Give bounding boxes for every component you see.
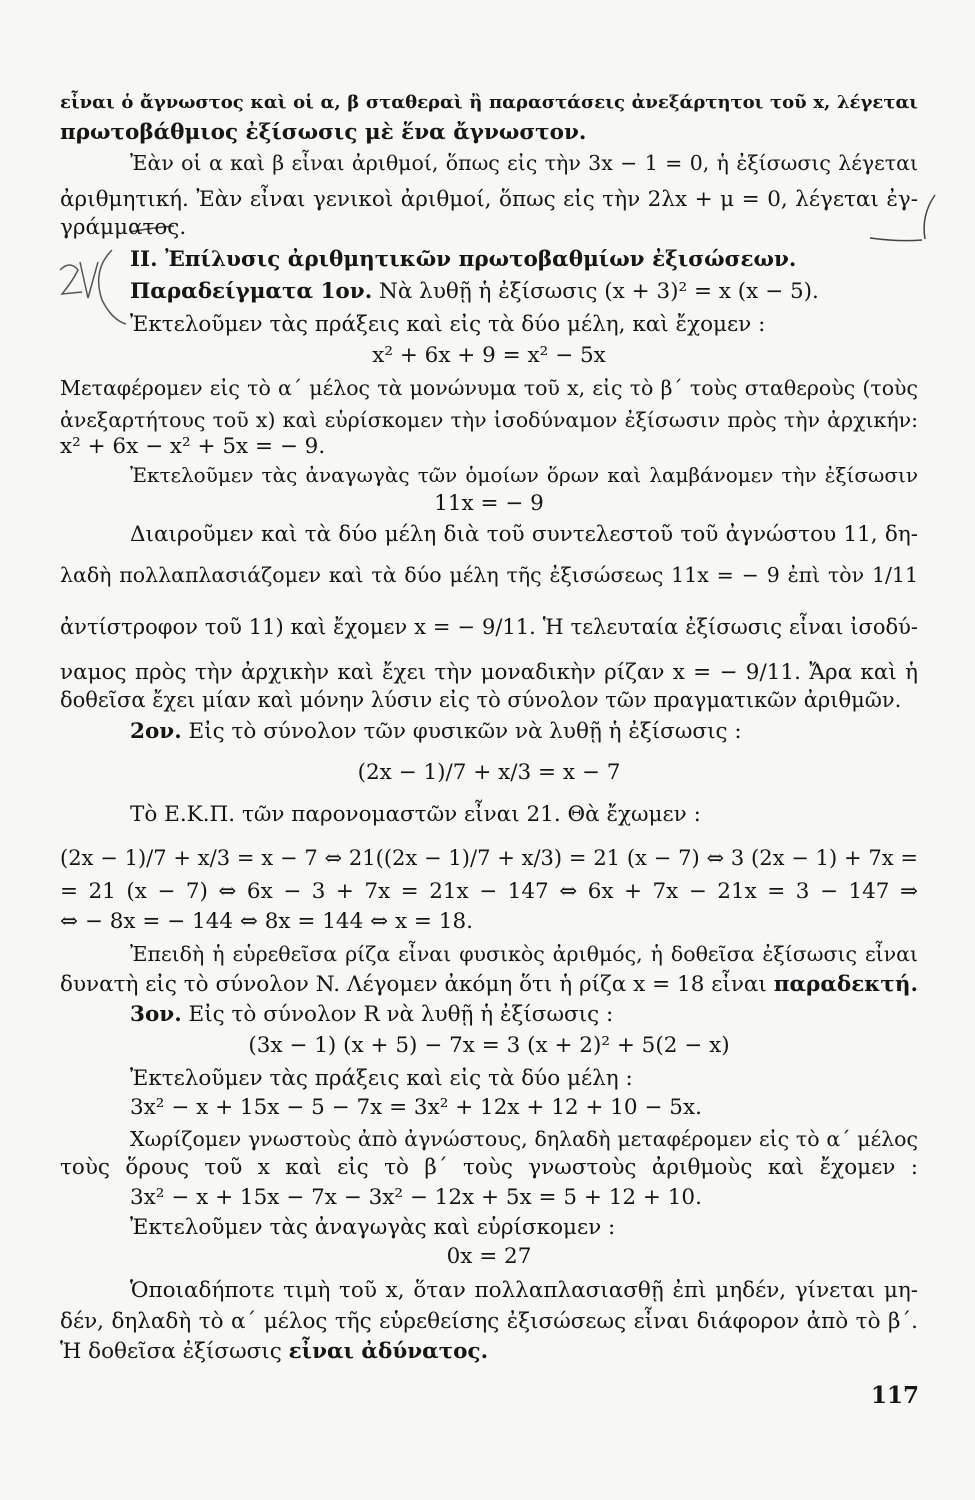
equation: (3x − 1) (x + 5) − 7x = 3 (x + 2)² + 5(2 − x) <box>248 1033 730 1058</box>
equation: 3x² − x + 15x − 7x − 3x² − 12x + 5x = 5 + 12 + 10. <box>130 1185 702 1210</box>
section-heading: ΙΙ. Ἐπίλυσις ἀριθμητικῶν πρωτοβαθμίων ἐξισώσεων. <box>130 247 797 272</box>
text-line: Μεταφέρομεν εἰς τὸ α΄ μέλος τὰ μονώνυμα τοῦ x, εἰς τὸ β΄ τοὺς σταθεροὺς (τοὺς <box>60 376 918 400</box>
example-label: 2ον. <box>130 719 182 744</box>
equation: 3x² − x + 15x − 5 − 7x = 3x² + 12x + 12 + 10 − 5x. <box>130 1095 702 1120</box>
text-line: πρωτοβάθμιος ἐξίσωσις μὲ ἕνα ἄγνωστον. <box>60 120 587 145</box>
text-line: ἀντίστροφον τοῦ 11) καὶ ἔχομεν x = − 9/11. Ἡ τελευταία ἐξίσωσις εἶναι ἰσοδύ- <box>60 615 918 639</box>
text-line: Τὸ Ε.Κ.Π. τῶν παρονομαστῶν εἶναι 21. Θὰ ἔχωμεν : <box>130 802 701 827</box>
example-label: 3ον. <box>130 1002 182 1027</box>
text-line: γράμματος. <box>60 215 187 240</box>
equation: = 21 (x − 7) ⇔ 6x − 3 + 7x = 21x − 147 ⇔ 6x + 7x − 21x = 3 − 147 ⇒ <box>60 879 918 904</box>
equation: 0x = 27 <box>446 1244 532 1269</box>
text-line: Ἐπειδὴ ἡ εὑρεθεῖσα ρίζα εἶναι φυσικὸς ἀριθμός, ἡ δοθεῖσα ἐξίσωσις εἶναι <box>130 942 918 966</box>
emphasis: παραδεκτή. <box>773 972 918 997</box>
text-line: Ἐκτελοῦμεν τὰς ἀναγωγὰς καὶ εὑρίσκομεν : <box>130 1215 616 1240</box>
example-label: Παραδείγματα 1ον. <box>130 279 373 304</box>
text-run: Εἰς τὸ σύνολον τῶν φυσικῶν νὰ λυθῇ ἡ ἐξίσωσις : <box>181 719 742 744</box>
equation: x² + 6x + 9 = x² − 5x <box>372 343 606 368</box>
equation: x² + 6x − x² + 5x = − 9. <box>60 434 326 459</box>
text-line: Ἐκτελοῦμεν τὰς πράξεις καὶ εἰς τὰ δύο μέλη, καὶ ἔχομεν : <box>130 312 766 337</box>
text-line: Ἐκτελοῦμεν τὰς πράξεις καὶ εἰς τὰ δύο μέλη : <box>130 1066 633 1091</box>
page-number: 117 <box>870 1382 919 1409</box>
text-run: Ἡ δοθεῖσα ἐξίσωσις <box>60 1339 289 1364</box>
text-run: Εἰς τὸ σύνολον R νὰ λυθῇ ἡ ἐξίσωσις : <box>181 1002 614 1027</box>
text-line: Ἐκτελοῦμεν τὰς ἀναγωγὰς τῶν ὁμοίων ὅρων καὶ λαμβάνομεν τὴν ἐξίσωσιν <box>130 463 918 487</box>
text-line <box>60 1337 918 1367</box>
equation: ⇔ − 8x = − 144 ⇔ 8x = 144 ⇔ x = 18. <box>60 909 473 934</box>
text-line: τοὺς ὅρους τοῦ x καὶ εἰς τὸ β΄ τοὺς γνωστοὺς ἀριθμοὺς καὶ ἔχομεν : <box>60 1155 918 1180</box>
text-line: ἀνεξαρτήτους τοῦ x) καὶ εὑρίσκομεν τὴν ἰσοδύναμον ἐξίσωσιν πρὸς τὴν ἀρχικήν: <box>60 408 918 432</box>
text-run: δυνατὴ εἰς τὸ σύνολον N. Λέγομεν ἀκόμη ὅτι ἡ ρίζα x = 18 εἶναι <box>60 972 774 997</box>
text-line: Ὁποιαδήποτε τιμὴ τοῦ x, ὅταν πολλαπλασιασθῇ ἐπὶ μηδέν, γίνεται μη- <box>130 1278 918 1303</box>
text-line: Ἐὰν οἱ α καὶ β εἶναι ἀριθμοί, ὅπως εἰς τὴν 3x − 1 = 0, ἡ ἐξίσωσις λέγεται <box>130 151 918 175</box>
equation: (2x − 1)/7 + x/3 = x − 7 <box>357 760 621 785</box>
text-line <box>130 1000 918 1030</box>
emphasis: εἶναι ἀδύνατος. <box>288 1339 489 1364</box>
text-line: Χωρίζομεν γνωστοὺς ἀπὸ ἀγνώστους, δηλαδὴ μεταφέρομεν εἰς τὸ α΄ μέλος <box>130 1127 918 1151</box>
text-line: Διαιροῦμεν καὶ τὰ δύο μέλη διὰ τοῦ συντελεστοῦ τοῦ ἀγνώστου 11, δη- <box>130 522 918 547</box>
text-line: εἶναι ὁ ἄγνωστος καὶ οἱ α, β σταθεραὶ ἢ παραστάσεις ἀνεξάρτητοι τοῦ x, λέγεται <box>60 92 918 113</box>
equation: (2x − 1)/7 + x/3 = x − 7 ⇔ 21((2x − 1)/7 + x/3) = 21 (x − 7) ⇔ 3 (2x − 1) + 7x = <box>60 846 918 870</box>
equation: 11x = − 9 <box>434 491 544 516</box>
text-line <box>130 717 918 747</box>
text-line: δέν, δηλαδὴ τὸ α΄ μέλος τῆς εὑρεθείσης ἐξισώσεως εἶναι διάφορον ἀπὸ τὸ β΄. <box>60 1309 918 1334</box>
text-line <box>130 277 918 307</box>
text-line: λαδὴ πολλαπλασιάζομεν καὶ τὰ δύο μέλη τῆς ἐξισώσεως 11x = − 9 ἐπὶ τὸν 1/11 <box>60 563 918 587</box>
text-line: ναμος πρὸς τὴν ἀρχικὴν καὶ ἔχει τὴν μοναδικὴν ρίζαν x = − 9/11. Ἄρα καὶ ἡ <box>60 660 918 685</box>
text-line: ἀριθμητική. Ἐὰν εἶναι γενικοὶ ἀριθμοί, ὅπως εἰς τὴν 2λx + μ = 0, λέγεται ἐγ- <box>60 187 918 212</box>
text-run: Νὰ λυθῇ ἡ ἐξίσωσις (x + 3)² = x (x − 5). <box>372 279 819 304</box>
text-line <box>60 970 918 1000</box>
text-line: δοθεῖσα ἔχει μίαν καὶ μόνην λύσιν εἰς τὸ σύνολον τῶν πραγματικῶν ἀριθμῶν. <box>60 688 902 712</box>
